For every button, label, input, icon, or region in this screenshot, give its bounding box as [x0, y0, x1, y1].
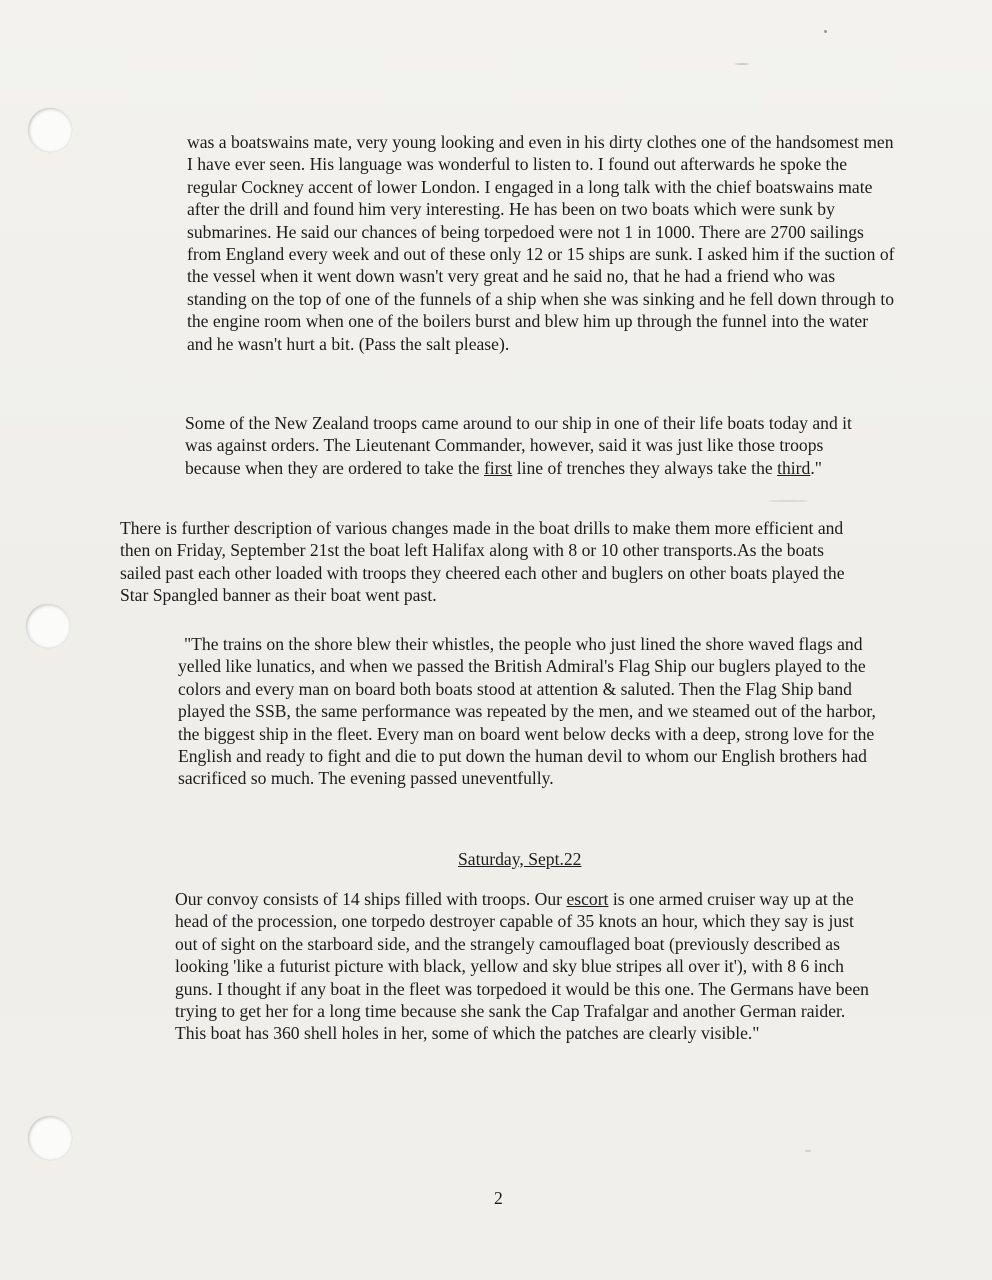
paragraph-harbor-departure [178, 633, 878, 790]
page-number: 2 [494, 1188, 503, 1208]
paragraph-harbor-text: "The trains on the shore blew their whistles, the people who just lined the shore waved flags and yelled like lunatics, and when we passed the British Admiral's Flag Ship our buglers played to the colors and every man on board both boats stood at attention & saluted. Then the Flag Ship band played the SSB, the same performance was repeated by the men, and we steamed out of the harbor, the biggest ship in the fleet. Every man on board went below decks with a deep, strong love for the English and ready to fight and die to put down the human devil to whom our English brothers had sacrificed so much. The evening passed uneventfully. [178, 634, 876, 789]
underlined-first: first [483, 457, 513, 478]
paper-speck [735, 63, 749, 65]
paragraph-new-zealand-text-c: ." [810, 457, 822, 478]
underlined-escort: escort [566, 889, 609, 909]
paper-speck [768, 500, 808, 502]
paragraph-convoy-text-b: is one armed cruiser way up at the head of the procession, one torpedo destroyer capable of 35 knots an hour, which they say is just out of sight on the starboard side, and the strangely camouflaged boat (previously described as looking 'like a futurist picture with black, yellow and sky blue stripes all over it'), with 8 6 inch guns. I thought if any boat in the fleet was torpedoed it would be this one. The Germans have been trying to get her for a long time because she sank the Cap Trafalgar and another German raider. This boat has 360 shell holes in her, some of which the patches are clearly visible." [175, 889, 869, 1044]
paper-speck [805, 1150, 811, 1152]
paragraph-narration-halifax [120, 517, 860, 607]
paragraph-new-zealand-troops [185, 412, 880, 479]
paragraph-convoy [175, 888, 875, 1045]
underlined-third: third [777, 457, 811, 478]
binder-hole-top [28, 108, 72, 152]
paragraph-new-zealand-text-a: Some of the New Zealand troops came around to our ship in one of their life boats today and it was against orders. The Lieutenant Commander, however, said it was just like those troops because when they are ordered to take the [185, 413, 852, 478]
paragraph-convoy-text-a: Our convoy consists of 14 ships filled with troops. Our [175, 889, 567, 909]
paper-speck [824, 30, 827, 33]
paragraph-boatswain [187, 131, 897, 355]
date-heading: Saturday, Sept.22 [458, 849, 582, 869]
binder-hole-middle [26, 604, 70, 648]
paragraph-narration-text: There is further description of various changes made in the boat drills to make them more efficient and then on Friday, September 21st the boat left Halifax along with 8 or 10 other transports.As the boats sailed past each other loaded with troops they cheered each other and buglers on other boats played the Star Spangled banner as their boat went past. [120, 518, 845, 606]
binder-hole-bottom [28, 1116, 72, 1160]
paragraph-boatswain-text: was a boatswains mate, very young looking and even in his dirty clothes one of the handsomest men I have ever seen. His language was wonderful to listen to. I found out afterwards he spoke the regular Cockney accent of lower London. I engaged in a long talk with the chief boatswains mate after the drill and found him very interesting. He has been on two boats which were sunk by submarines. He said our chances of being torpedoed were not 1 in 1000. There are 2700 sailings from England every week and out of these only 12 or 15 ships are sunk. I asked him if the suction of the vessel when it went down wasn't very great and he said no, that he had a friend who was standing on the top of one of the funnels of a ship when she was sinking and he fell down through to the engine room when one of the boilers burst and blew him up through the funnel into the water and he wasn't hurt a bit. (Pass the salt please). [187, 132, 895, 354]
paragraph-new-zealand-text-b: line of trenches they always take the [512, 457, 778, 478]
